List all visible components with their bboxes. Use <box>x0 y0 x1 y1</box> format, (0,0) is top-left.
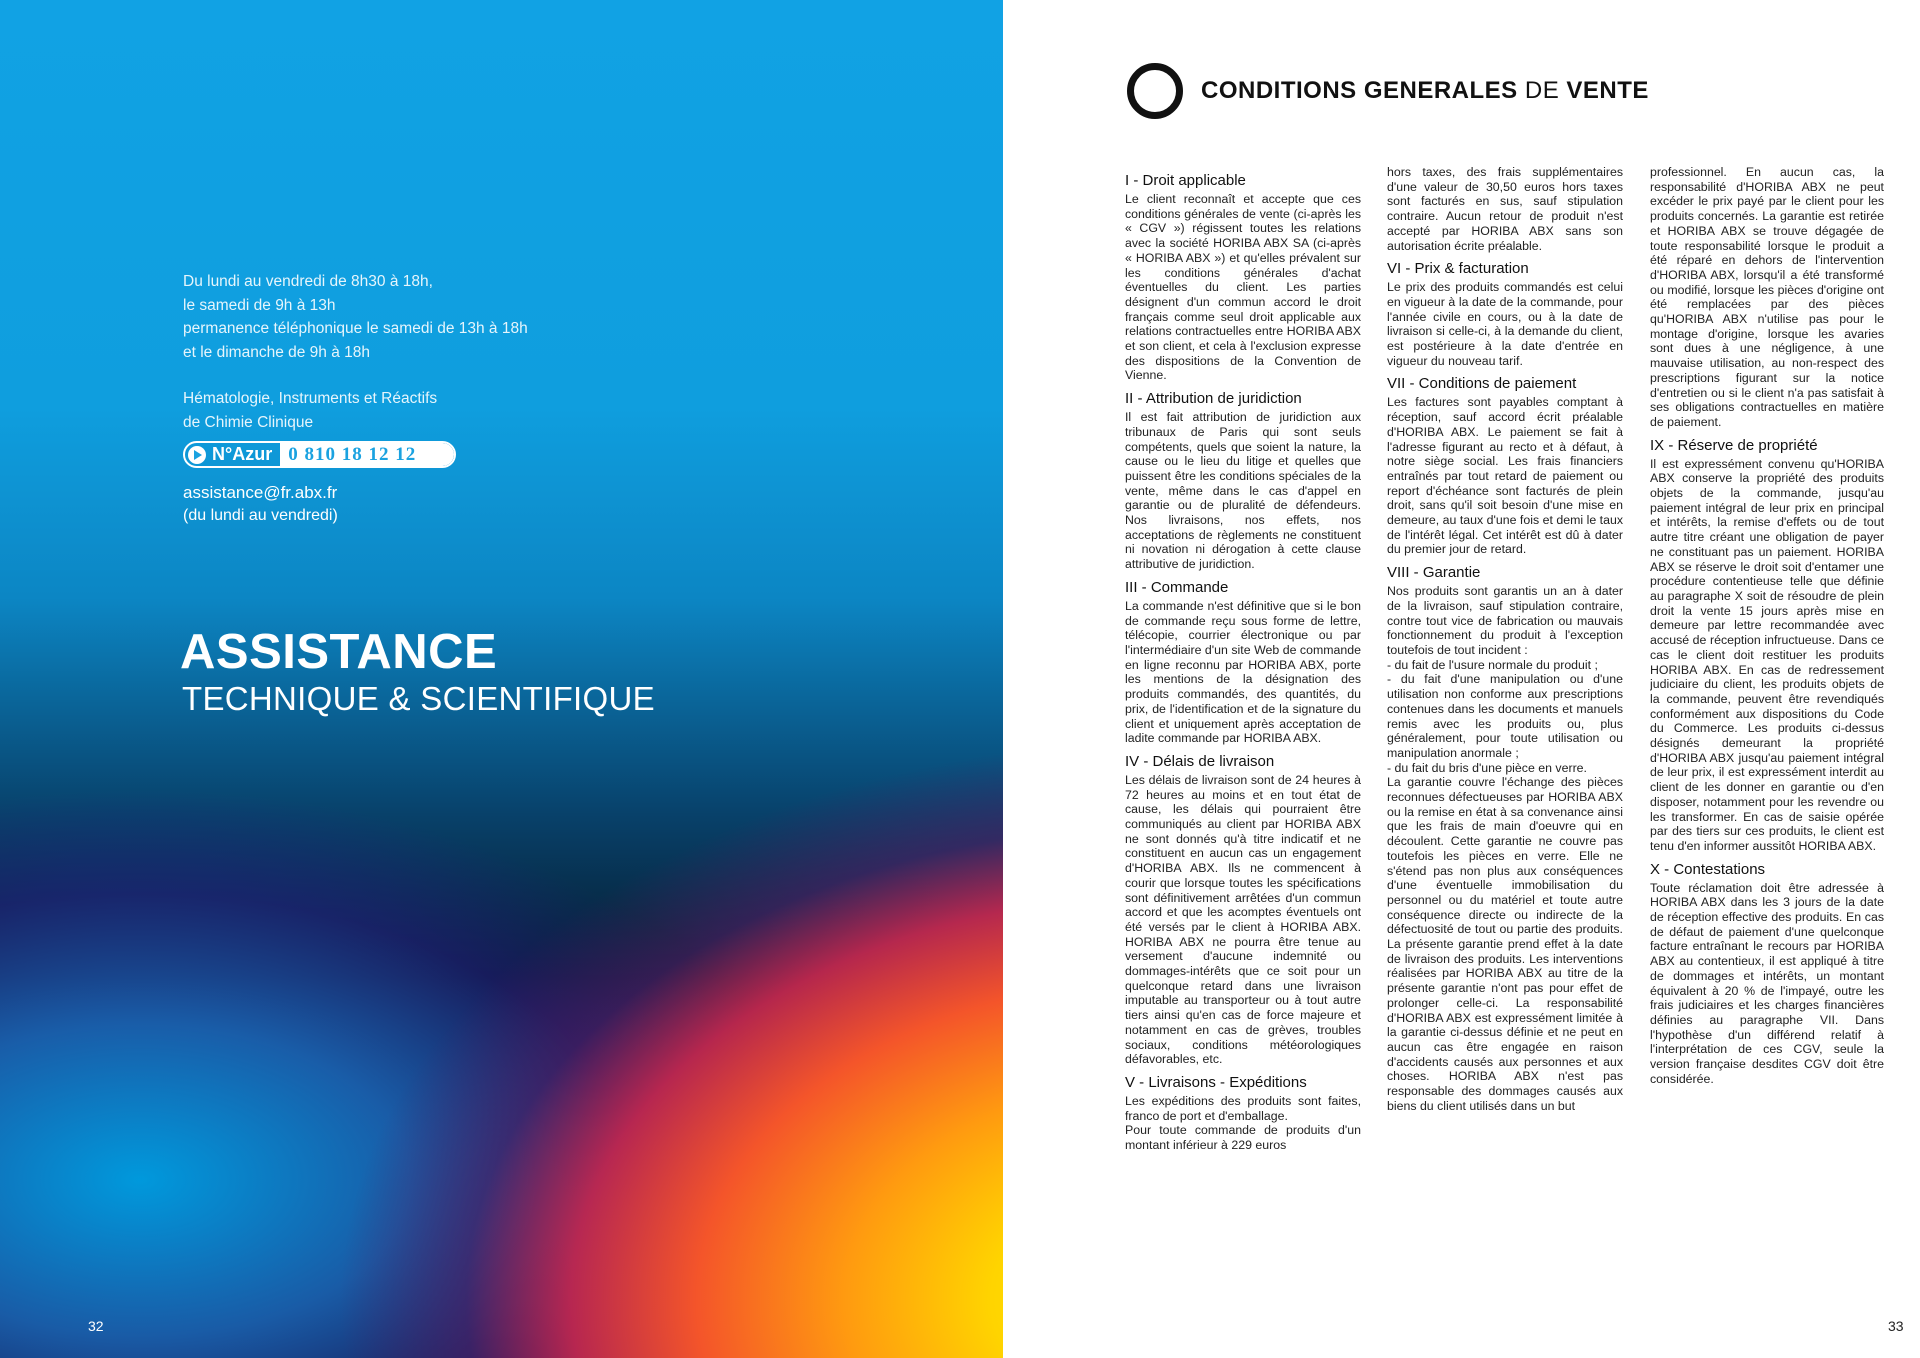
clause-paragraph: Il est fait attribution de juridiction aux tribunaux de Paris qui sont seuls compétents, quels que soient la nature, la cause ou le lieu du litige et quelles que puissent être les conditions spéciales de la vente, même dans le cas d'appel en garantie ou de pluralité de défendeurs. Nos livraisons, nos effets, nos acceptations de règlements ne constituent ni novation ni dérogation à cette clause attributive de juridiction. <box>1125 410 1361 572</box>
hours-line: et le dimanche de 9h à 18h <box>183 343 370 361</box>
title-part: VENTE <box>1566 77 1649 104</box>
email-link[interactable]: assistance@fr.abx.fr <box>183 483 338 502</box>
play-arrow-icon <box>188 446 206 464</box>
clause-paragraph: - du fait du bris d'une pièce en verre. <box>1387 760 1587 775</box>
text-column-3 <box>1650 165 1884 1310</box>
contact <box>183 481 338 527</box>
clause-paragraph: Pour toute commande de produits d'un montant inférieur à 229 euros <box>1125 1123 1361 1153</box>
page-number-left: 32 <box>88 1318 104 1334</box>
opening-hours <box>183 270 528 364</box>
clause-paragraph: Le client reconnaît et accepte que ces conditions générales de vente (ci-après les « CGV ») régissent toutes les relations avec la société HORIBA ABX SA (ci-après « HORIBA ABX ») et qu'elles prévalent sur les conditions générales d'achat éventuelles du client. Les parties désignent d'un commun accord le droit français comme seul droit applicable aux relations contractuelles entre HORIBA ABX et son client, et cela à l'exclusion expresse des dispositions de la Convention de Vienne. <box>1125 192 1361 383</box>
email-note: (du lundi au vendredi) <box>183 507 338 524</box>
clause-heading: V - Livraisons - Expéditions <box>1125 1073 1307 1091</box>
clause-heading: II - Attribution de juridiction <box>1125 390 1302 408</box>
hours-line: Du lundi au vendredi de 8h30 à 18h, <box>183 273 433 290</box>
clause-paragraph: professionnel. En aucun cas, la responsabilité d'HORIBA ABX ne peut excéder le prix payé par le client pour les produits concernés. La garantie est retirée et HORIBA ABX se trouve dégagée de toute responsabilité lorsque le produit a été réparé en dehors de l'intervention d'HORIBA ABX, lorsqu'il a été transformé ou modifié, lorsque les pièces d'origine ont été remplacées par des pièces qu'HORIBA ABX n'utilise pas pour le montage d'origine, lorsque les avaries sont dues à une négligence, à une mauvaise utilisation, au non-respect des prescriptions figurant sur la notice d'entretien ou si le client n'a pas satisfait à ses obligations contractuelles en matière de paiement. <box>1650 165 1884 429</box>
azur-label: N°Azur <box>212 444 273 464</box>
page-title: ASSISTANCE <box>180 625 498 679</box>
clause-paragraph: Le prix des produits commandés est celui en vigueur à la date de la commande, pour l'année civile en cours, ou à la date de livraison si celle-ci, à la demande du client, est postérieure à la date d'entrée en vigueur du nouveau tarif. <box>1387 280 1623 368</box>
title-part: CONDITIONS GENERALES <box>1201 77 1518 104</box>
clause-heading: X - Contestations <box>1650 860 1766 878</box>
clause-paragraph: Les expéditions des produits sont faites, franco de port et d'emballage. <box>1125 1093 1361 1123</box>
clause-paragraph: Toute réclamation doit être adressée à HORIBA ABX dans les 3 jours de la date de réception effective des produits. En cas de défaut de paiement d'une quelconque facture entraînant le recours par HORIBA ABX au contentieux, il est appliqué à titre de dommages et intérêts, un montant équivalent à 20 % de l'impayé, outre les frais judiciaires et les charges financières définies au paragraphe VII. Dans l'hypothèse d'un différend relatif à l'interprétation de ces CGV, seule la version française desdites CGV doit être considérée. <box>1650 880 1884 1086</box>
department <box>183 387 437 434</box>
hours-line: le samedi de 9h à 13h <box>183 296 336 314</box>
text-column-1 <box>1125 165 1361 1310</box>
dept-line: de Chimie Clinique <box>183 413 314 431</box>
text-column-2 <box>1387 165 1623 1310</box>
clause-paragraph: - du fait d'une manipulation ou d'une utilisation non conforme aux prescriptions contenues dans les documents et manuels remis avec les produits ou, plus généralement, pour toute utilisation ou manipulation anormale ; <box>1387 672 1623 760</box>
hours-line: permanence téléphonique le samedi de 13h à 18h <box>183 320 528 337</box>
clause-paragraph: Les factures sont payables comptant à réception, sauf accord écrit préalable d'HORIBA ABX. Le paiement se fait à l'adresse figurant au recto et à défaut, à notre siège social. Les frais financiers entraînés par tout retard de paiement ou report d'échéance sont facturés de plein droit, sans qu'il soit besoin d'une mise en demeure, au taux d'une fois et demi le taux de l'intérêt légal. Cet intérêt est dû à dater du premier jour de retard. <box>1387 395 1623 557</box>
clause-heading: VIII - Garantie <box>1387 564 1481 582</box>
azur-phone-badge[interactable] <box>183 441 456 468</box>
clause-paragraph: La commande n'est définitive que si le bon de commande reçu sous forme de lettre, télécopie, courrier électronique ou par l'intermédiaire d'un site Web de commande en ligne reconnu par HORIBA ABX, porte les mentions de la désignation des produits commandés, des quantités, du prix, de l'identification et de la signature du client et uniquement après acceptation de ladite commande par HORIBA ABX. <box>1125 598 1361 746</box>
clause-paragraph: Il est expressément convenu qu'HORIBA ABX conserve la propriété des produits objets de la commande, jusqu'au paiement intégral de leur prix en principal et intérêts, la remise d'effets ou de tout autre titre créant une obligation de payer ne constituant pas un paiement. HORIBA ABX se réserve le droit soit d'entamer une procédure contentieuse telle que définie au paragraphe X soit de résoudre de plein droit la vente 15 jours après mise en demeure par lettre recommandée avec accusé de réception infructueuse. Dans ce cas le client doit restituer les produits HORIBA ABX. En cas de redressement judiciaire du client, les produits objets de la commande, peuvent être revendiqués conformément aux dispositions du Code du Commerce. Les produits ci-dessus désignés demeurant la propriété d'HORIBA ABX jusqu'au paiement intégral de leur prix, il est expressément interdit au client de les donner en garantie ou d'en disposer, notamment pour les revendre ou les transformer. En cas de saisie opérée par des tiers sur ces produits, le client est tenu d'en informer aussitôt HORIBA ABX. <box>1650 456 1884 853</box>
azur-number: 0 810 18 12 12 <box>280 443 454 466</box>
clause-paragraph: Les délais de livraison sont de 24 heures à 72 heures au moins et en tout état de cause, les délais qui pourraient être communiqués au client par HORIBA ABX ne sont donnés qu'à titre indicatif et ne constituent en aucun cas un engagement d'HORIBA ABX. Ils ne commencent à courir que lorsque toutes les spécifications sont définitivement arrêtées d'un commun accord et que les acomptes éventuels ont été versés par le client à HORIBA ABX. HORIBA ABX ne pourra être tenue au versement d'aucune indemnité ou dommages-intérêts que ce soit pour un quelconque retard dans une livraison imputable au transporteur ou à tout autre tiers ainsi qu'en cas de force majeure et notamment en cas de grèves, troubles sociaux, conditions météorologiques défavorables, etc. <box>1125 772 1361 1067</box>
clause-paragraph: hors taxes, des frais supplémentaires d'une valeur de 30,50 euros hors taxes sont facturés en sus, sauf stipulation contraire. Aucun retour de produit n'est accepté par HORIBA ABX sans son autorisation écrite préalable. <box>1387 165 1623 253</box>
section-header <box>1127 63 1649 119</box>
clause-heading: I - Droit applicable <box>1125 172 1246 189</box>
clause-heading: IV - Délais de livraison <box>1125 752 1275 770</box>
dept-line: Hématologie, Instruments et Réactifs <box>183 390 438 407</box>
clause-heading: III - Commande <box>1125 578 1229 596</box>
title-part: DE <box>1524 77 1560 104</box>
clause-heading: VII - Conditions de paiement <box>1387 375 1577 393</box>
clause-paragraph: - du fait de l'usure normale du produit ; <box>1387 657 1598 672</box>
clause-paragraph: Nos produits sont garantis un an à dater de la livraison, sauf stipulation contraire, contre tout vice de fabrication ou mauvais fonctionnement du produit à l'exception toutefois de tout incident : <box>1387 584 1623 657</box>
section-title <box>1201 77 1649 105</box>
clause-heading: VI - Prix & facturation <box>1387 260 1529 278</box>
clause-paragraph: La garantie couvre l'échange des pièces reconnues défectueuses par HORIBA ABX ou la remise en état à sa convenance ainsi que les frais de main d'oeuvre qui en découlent. Cette garantie ne couvre pas toutefois les pièces en verre. Elle ne s'étend pas non plus aux conséquences d'une éventuelle immobilisation du personnel ou du matériel et toute autre conséquence directe ou indirecte de la défectuosité de tout ou partie des produits. La présente garantie prend effet à la date de livraison des produits. Les interventions réalisées par HORIBA ABX au titre de la présente garantie n'ont pas pour effet de prolonger celle-ci. La responsabilité d'HORIBA ABX est expressément limitée à la garantie ci-dessus définie et ne peut en aucun cas être engagée en raison d'accidents causés aux personnes et aux choses. HORIBA ABX n'est pas responsable des dommages causés aux biens du client utilisés dans un but <box>1387 775 1623 1113</box>
ring-icon <box>1127 63 1183 119</box>
page-subtitle: TECHNIQUE & SCIENTIFIQUE <box>182 680 655 717</box>
page-number-right: 33 <box>1888 1318 1904 1334</box>
clause-heading: IX - Réserve de propriété <box>1650 436 1818 454</box>
